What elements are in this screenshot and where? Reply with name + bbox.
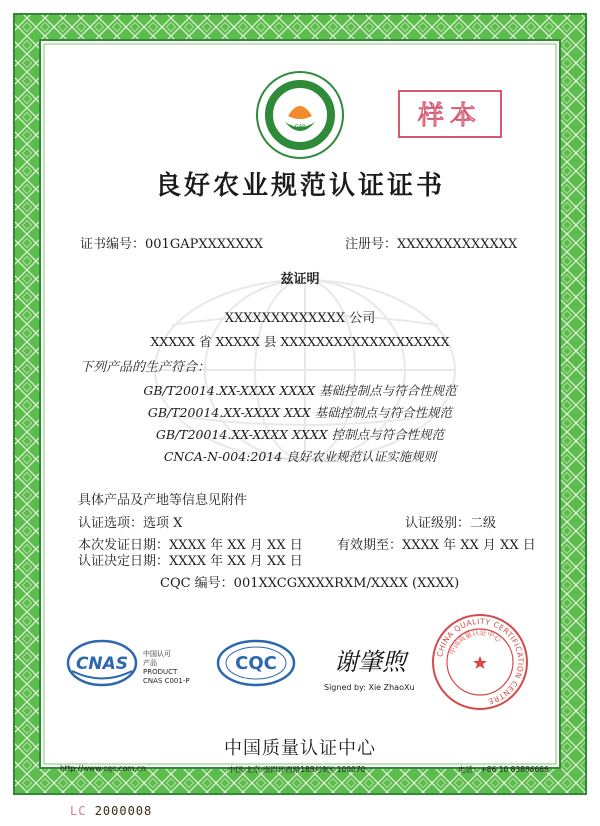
sample-stamp-text: 样本	[417, 101, 483, 131]
signature-text: 谢肇煦	[334, 648, 406, 676]
cnas-caption-line: 产品	[143, 659, 157, 667]
hereby-certify: 兹证明	[280, 272, 320, 287]
conform-heading: 下列产品的生产符合：	[80, 360, 211, 375]
standard-line: GB/T20014.XX-XXXX XXXX 控制点与符合性规范	[155, 427, 445, 442]
serial-prefix: LC	[70, 804, 87, 818]
details-note: 具体产品及产地等信息见附件	[78, 493, 248, 508]
company-address: XXXXX 省 XXXXX 县 XXXXXXXXXXXXXXXXXXX	[150, 334, 450, 349]
cnas-caption	[143, 650, 190, 686]
certificate-number: 证书编号：001GAPXXXXXXX	[80, 237, 264, 252]
certification-option: 认证选项：选项 X	[78, 516, 183, 531]
seal-star-icon	[473, 656, 487, 669]
decision-date: 认证决定日期：XXXX 年 XX 月 XX 日	[78, 554, 303, 569]
cnas-caption-line: CNAS C001-P	[143, 677, 190, 685]
cqc-logo	[214, 638, 298, 688]
standard-line: GB/T20014.XX-XXXX XXXX 基础控制点与符合性规范	[143, 383, 457, 398]
issue-date: 本次发证日期：XXXX 年 XX 月 XX 日	[78, 538, 303, 553]
valid-until: 有效期至：XXXX 年 XX 月 XX 日	[337, 538, 536, 553]
cnas-logo-text: CNAS	[75, 654, 129, 674]
gap-logo	[255, 70, 345, 160]
certification-seal	[430, 612, 530, 712]
footer-address: 中国·北京·南四环西路188号9区 100070	[228, 765, 366, 774]
cnas-logo	[64, 638, 140, 688]
certificate-title: 良好农业规范认证证书	[154, 171, 445, 201]
signature	[322, 642, 418, 680]
gap-label: GAP	[294, 124, 306, 130]
issuing-organization: 中国质量认证中心	[224, 738, 376, 759]
cnas-caption-line: 中国认可	[143, 650, 171, 658]
certification-level: 认证级别：二级	[405, 516, 497, 531]
registration-number: 注册号：XXXXXXXXXXXXX	[345, 237, 518, 252]
serial-value: 2000008	[94, 804, 153, 818]
sample-stamp	[398, 90, 502, 138]
seal-text: CHINA QUALITY CERTIFICATION CENTRE	[435, 616, 526, 707]
footer-website: http://www.cqc.com.cn	[60, 764, 146, 773]
footer-phone: 电话：+86 10 83886666	[458, 765, 549, 774]
signed-by: Signed by: Xie ZhaoXu	[324, 683, 415, 692]
cqc-logo-text: CQC	[235, 653, 277, 674]
company-name: XXXXXXXXXXXXX 公司	[224, 311, 376, 326]
serial-number	[70, 804, 152, 818]
cnas-caption-line: PRODUCT	[143, 668, 178, 676]
seal-cn-text: 中国质量认证中心	[448, 628, 503, 656]
standard-line: CNCA-N-004:2014 良好农业规范认证实施规则	[163, 449, 437, 464]
standard-line: GB/T20014.XX-XXXX XXX 基础控制点与符合性规范	[147, 405, 453, 420]
cqc-number: CQC 编号：001XXCGXXXXRXM/XXXX (XXXX)	[160, 576, 460, 591]
